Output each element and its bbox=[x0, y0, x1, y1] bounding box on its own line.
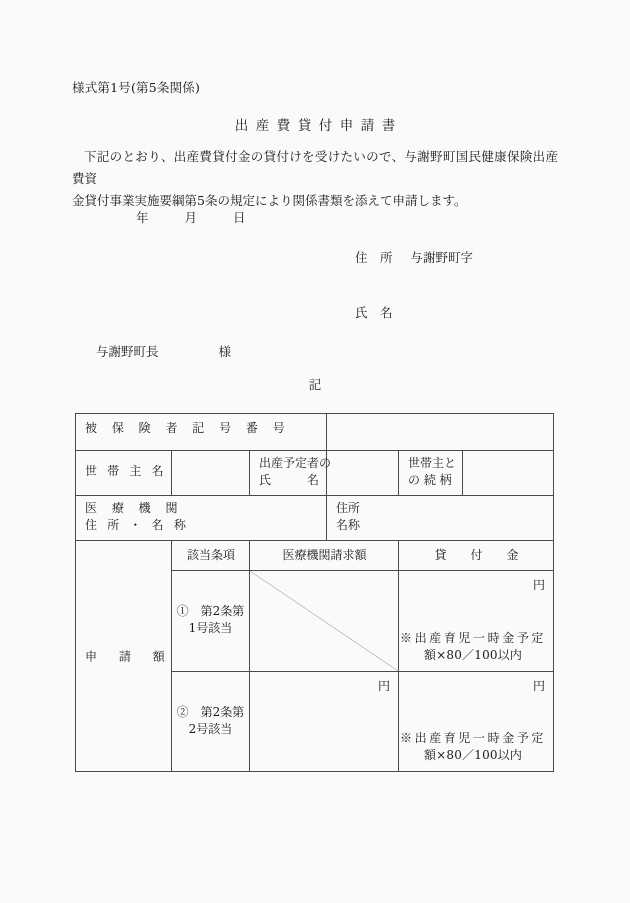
relation-value bbox=[463, 451, 553, 463]
loan-note-1-line-2: 額×80／100以内 bbox=[423, 648, 523, 662]
table-row-institution bbox=[76, 496, 554, 541]
expectant-value bbox=[327, 451, 398, 463]
addressee-honorific: 様 bbox=[218, 344, 231, 359]
table-row-amount-headers bbox=[76, 541, 554, 571]
institution-field bbox=[327, 496, 553, 540]
intro-paragraph bbox=[72, 146, 558, 212]
col-header-loan-cell bbox=[399, 541, 554, 571]
strikethrough-diagonal-icon bbox=[250, 571, 398, 671]
relation-label-cell bbox=[399, 451, 463, 496]
loan-note-1 bbox=[399, 630, 547, 664]
applicant-address-label: 住 所 bbox=[355, 250, 393, 265]
loan-value-1 bbox=[399, 571, 553, 583]
col-header-article-cell bbox=[172, 541, 250, 571]
loan-yen-unit-2: 円 bbox=[533, 679, 546, 693]
institution-value-cell[interactable] bbox=[327, 496, 554, 541]
page-title: 出産費貸付申請書 bbox=[234, 118, 403, 134]
householder-value bbox=[172, 451, 249, 463]
date-line bbox=[136, 208, 245, 226]
date-day-label: 日 bbox=[232, 210, 246, 225]
insured-number-value bbox=[327, 414, 553, 426]
article-cell-1 bbox=[172, 571, 250, 672]
householder-label-cell bbox=[76, 451, 172, 496]
loan-note-1-line-1: ※出産育児一時金予定 bbox=[400, 631, 547, 645]
col-header-article: 該当条項 bbox=[186, 548, 235, 562]
ki-mark: 記 bbox=[308, 377, 322, 392]
institution-label bbox=[76, 496, 326, 540]
article-cell-2 bbox=[172, 672, 250, 772]
relation-label bbox=[399, 451, 462, 495]
institution-field-line-2: 名称 bbox=[336, 518, 361, 532]
article-label-1-line-1: ① 第2条第 bbox=[176, 604, 245, 618]
loan-note-2-line-1: ※出産育児一時金予定 bbox=[400, 731, 547, 745]
date-month-label: 月 bbox=[184, 210, 197, 225]
amount-row-label-cell bbox=[76, 541, 172, 772]
date-year-label: 年 bbox=[136, 210, 149, 225]
article-label-2 bbox=[172, 672, 249, 738]
intro-line-1: 下記のとおり、出産費貸付金の貸付けを受けたいので、与謝野町国民健康保険出産費資 bbox=[72, 149, 558, 186]
householder-label: 世 帯 主 名 bbox=[85, 464, 167, 478]
addressee-name: 与謝野町長 bbox=[96, 344, 159, 359]
applicant-name-line bbox=[355, 303, 393, 321]
loan-note-2 bbox=[399, 730, 547, 764]
insured-number-label: 被 保 険 者 記 号 番 号 bbox=[85, 421, 291, 435]
claim-value-1 bbox=[250, 571, 398, 583]
relation-value-cell[interactable] bbox=[463, 451, 554, 496]
claim-yen-unit-2: 円 bbox=[378, 679, 391, 693]
amount-row-label: 申 請 額 bbox=[85, 649, 174, 664]
claim-cell-2[interactable] bbox=[250, 672, 399, 772]
applicant-address-value: 与謝野町字 bbox=[410, 250, 474, 265]
table-row-insured-number bbox=[76, 414, 554, 451]
article-label-2-line-1: ② 第2条第 bbox=[176, 705, 245, 719]
col-header-loan: 貸 付 金 bbox=[434, 548, 525, 562]
col-header-claim-cell bbox=[250, 541, 399, 571]
relation-label-line-1: 世帯主と bbox=[408, 456, 457, 470]
article-label-1 bbox=[172, 571, 249, 637]
addressee-line bbox=[96, 342, 231, 360]
expectant-label-cell bbox=[250, 451, 332, 496]
expectant-value-cell[interactable] bbox=[327, 451, 399, 496]
institution-label-line-2: 住 所 ・ 名 称 bbox=[85, 518, 190, 532]
relation-label-line-2: の 続 柄 bbox=[408, 473, 452, 487]
claim-value-2 bbox=[250, 672, 398, 684]
table-row-householder bbox=[76, 451, 554, 496]
expectant-label-line-2: 氏 名 bbox=[259, 473, 320, 487]
loan-value-2 bbox=[399, 672, 553, 684]
applicant-name-label: 氏 名 bbox=[355, 305, 393, 320]
applicant-address-line bbox=[355, 248, 473, 266]
expectant-label bbox=[250, 451, 332, 495]
intro-line-2: 金貸付事業実施要綱第5条の規定により関係書類を添えて申請します。 bbox=[72, 193, 467, 208]
institution-field-line-1: 住所 bbox=[336, 501, 361, 515]
institution-label-cell bbox=[76, 496, 327, 541]
institution-label-line-1: 医 療 機 関 bbox=[85, 501, 183, 515]
loan-cell-2[interactable] bbox=[399, 672, 554, 772]
col-header-claim: 医療機関請求額 bbox=[282, 548, 367, 562]
loan-yen-unit-1: 円 bbox=[533, 578, 546, 592]
householder-value-cell[interactable] bbox=[172, 451, 250, 496]
article-label-1-line-2: 1号該当 bbox=[188, 621, 233, 635]
insured-number-value-cell[interactable] bbox=[327, 414, 554, 451]
loan-note-2-line-2: 額×80／100以内 bbox=[423, 748, 523, 762]
insured-number-label-cell bbox=[76, 414, 327, 451]
expectant-label-line-1: 出産予定者の bbox=[259, 456, 332, 470]
loan-cell-1[interactable] bbox=[399, 571, 554, 672]
form-number: 様式第1号(第5条関係) bbox=[72, 80, 201, 95]
application-table bbox=[75, 413, 554, 772]
article-label-2-line-2: 2号該当 bbox=[188, 722, 233, 736]
claim-cell-1[interactable] bbox=[250, 571, 399, 672]
